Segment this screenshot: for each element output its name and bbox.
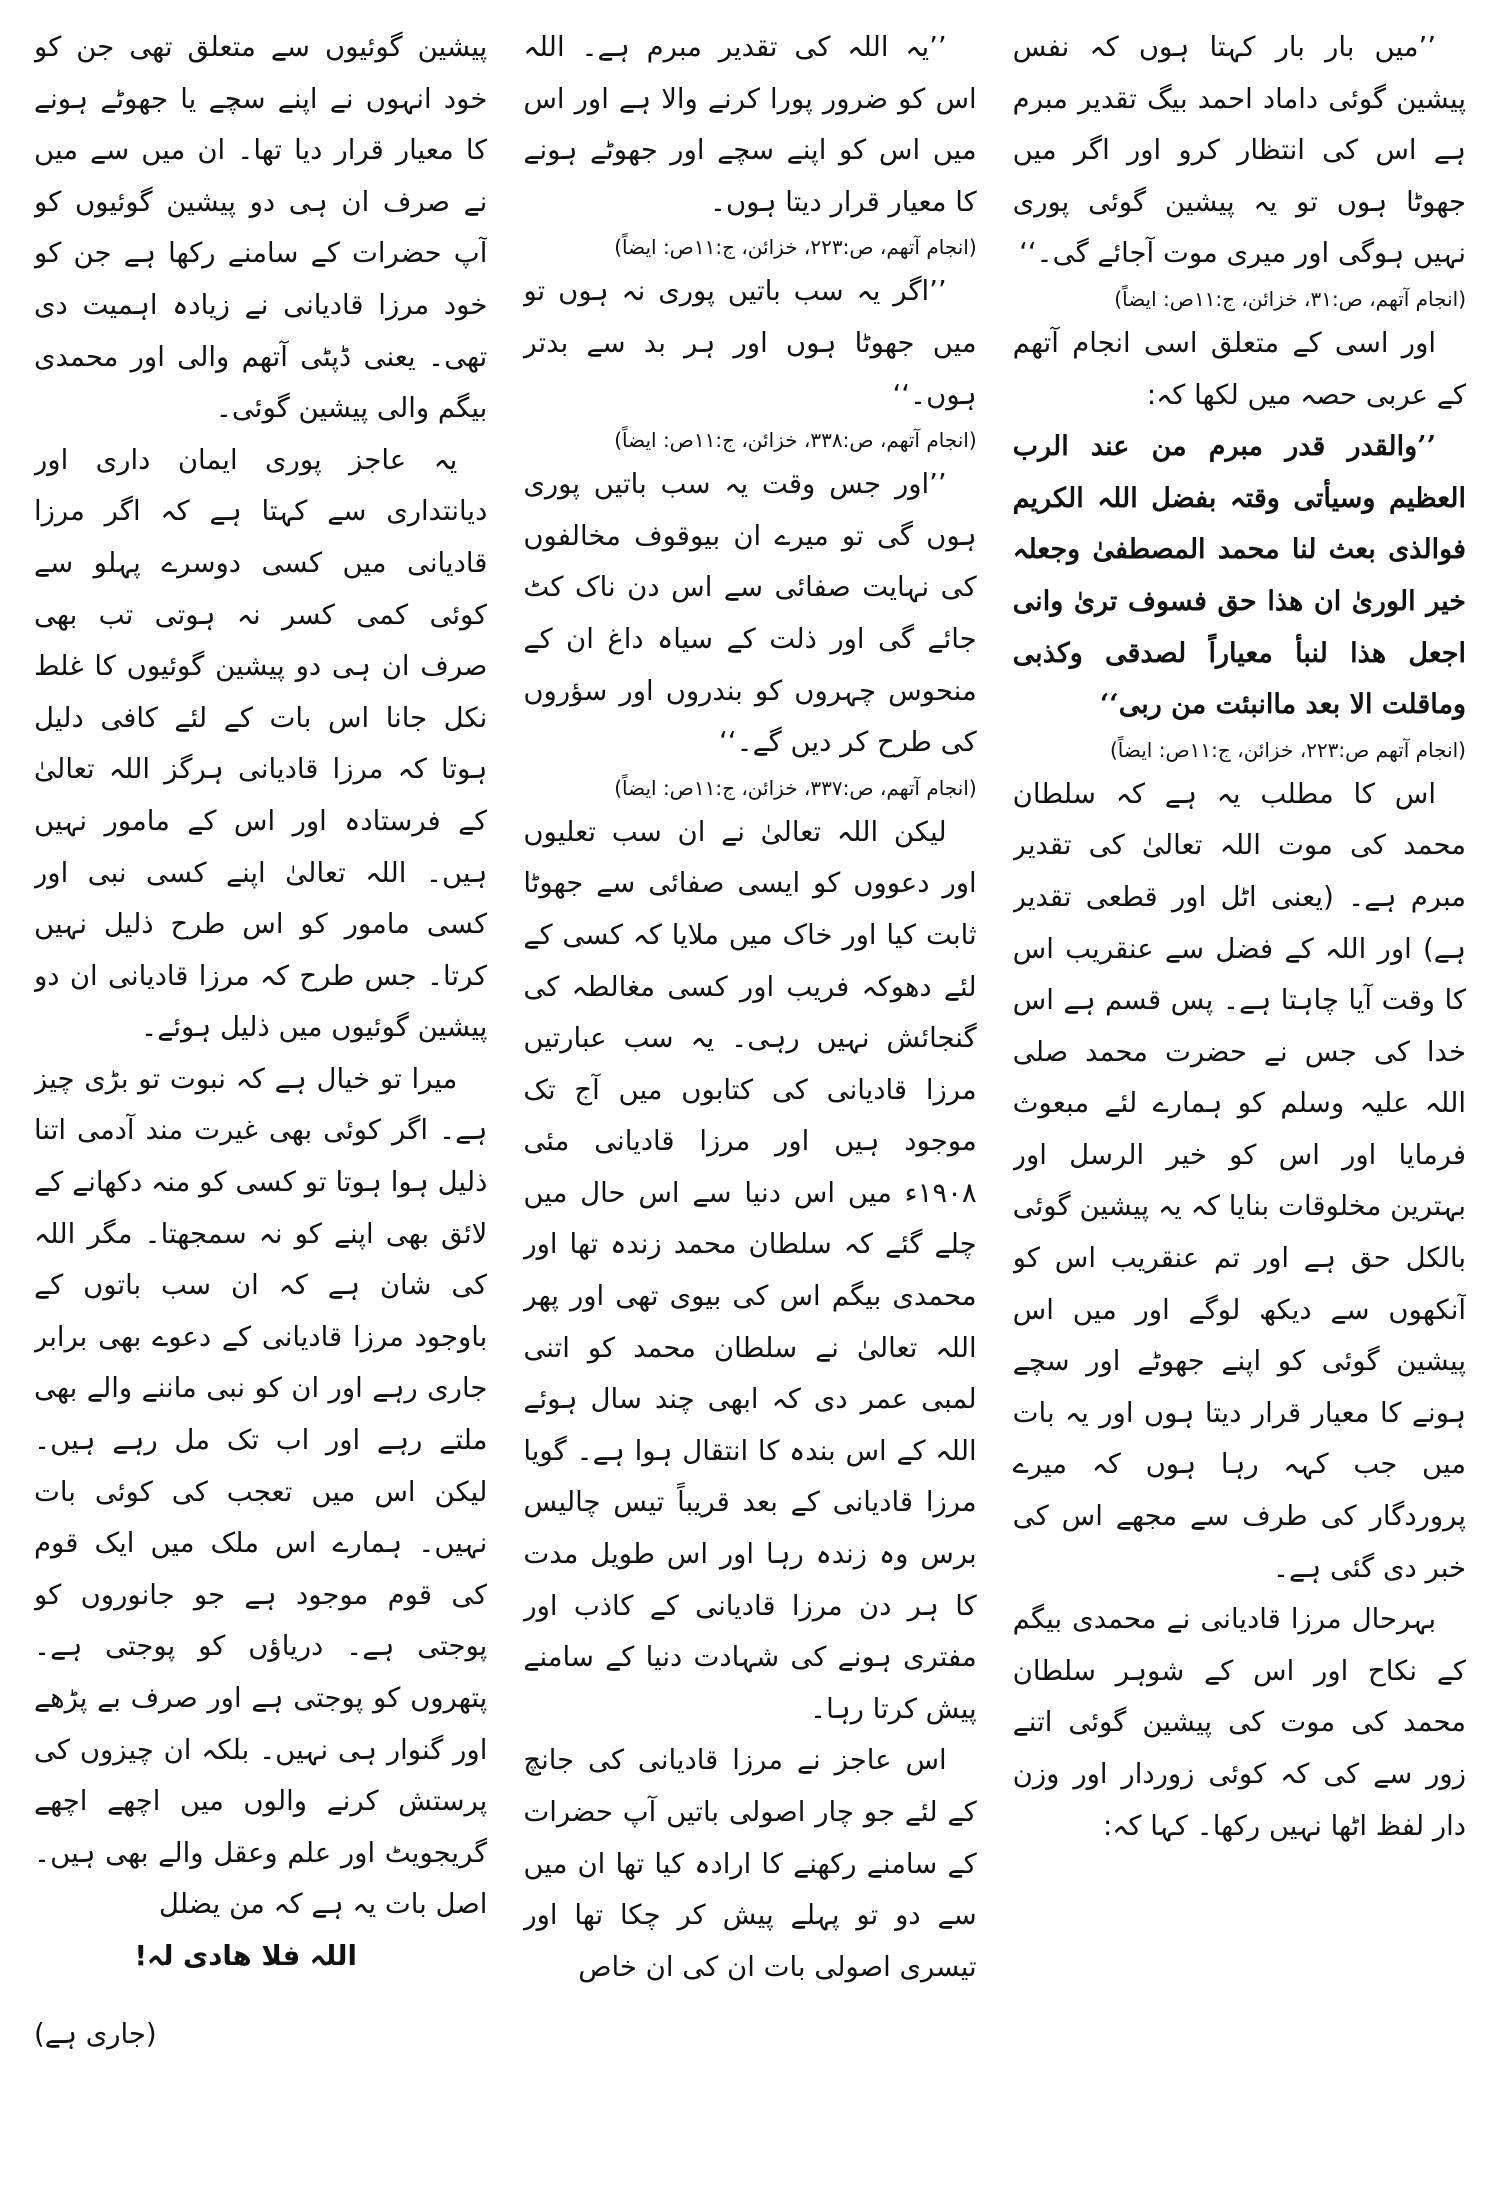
paragraph-text: یہ عاجز پوری ایمان داری اور دیانتداری سے کہتا ہے کہ اگر مرزا قادیانی میں کسی دوسرے پہلو سے کوئی کمی کسر نہ ہوتی تب بھی صرف ان ہی دو پیشین گوئیوں کا غلط نکل جانا اس بات کے لئے کافی دلیل ہوتا کہ مرزا قادیانی ہرگز اللہ تعالیٰ کے فرستادہ اور اس کے مامور نہیں ہیں۔ اللہ تعالیٰ اپنے کسی نبی اور کسی مامور کو اس طرح ذلیل نہیں کرتا۔ جس طرح کہ مرزا قادیانی ان دو پیشین گوئیوں میں ذلیل ہوئے۔ — [34, 443, 488, 1044]
paragraph-text: ’’اگر یہ سب باتیں پوری نہ ہوں تو میں جھوٹا ہوں اور ہر بد سے بدتر ہوں۔‘‘ — [523, 275, 977, 411]
closing-line — [34, 1931, 487, 1983]
citation: (انجام آتھم، ص:۳۱، خزائن، ج:۱۱ص: ایضاً) — [1114, 286, 1466, 311]
paragraph-text: بہرحال مرزا قادیانی نے محمدی بیگم کے نکاح اور اس کے شوہر سلطان محمد کی موت کی پیشین گوئی اتنے زور سے کی کہ کوئی زوردار اور وزن دار لفظ اٹھا نہیں رکھا۔ کہا کہ: — [1012, 1603, 1466, 1842]
paragraph-text: میرا تو خیال ہے کہ نبوت تو بڑی چیز ہے۔ اگر کوئی بھی غیرت مند آدمی اتنا ذلیل ہوا ہوتا تو کسی کو منہ دکھانے کے لائق بھی اپنے کو نہ سمجھتا۔ مگر اللہ کی شان ہے کہ ان سب باتوں کے باوجود مرزا قادیانی کے دعوے بھی برابر جاری رہے اور ان کو نبی ماننے والے بھی ملتے رہے اور اب تک مل رہے ہیں۔ لیکن اس میں تعجب کی کوئی بات نہیں۔ ہمارے اس ملک میں ایک قوم کی قوم موجود ہے جو جانوروں کو پوجتی ہے۔ دریاؤں کو پوجتی ہے۔ پتھروں کو پوجتی ہے اور صرف بے پڑھے اور گنوار ہی نہیں۔ بلکہ ان چیزوں کی پرستش کرنے والوں میں اچھے اچھے گریجویٹ اور علم وعقل والے بھی ہیں۔ اصل بات یہ ہے کہ من یضلل — [34, 1062, 488, 1921]
paragraph — [34, 22, 487, 435]
paragraph — [523, 459, 976, 807]
text-column-right — [1013, 22, 1466, 2180]
paragraph — [1013, 318, 1466, 421]
paragraph-text: لیکن اللہ تعالیٰ نے ان سب تعلیوں اور دعووں کو ایسی صفائی سے جھوٹا ثابت کیا اور خاک میں ملایا کہ کسی کے لئے دھوکہ فریب اور کسی مغالطہ کی گنجائش نہیں رہی۔ یہ سب عبارتیں مرزا قادیانی کی کتابوں میں آج تک موجود ہیں اور مرزا قادیانی مئی ۱۹۰۸ء میں اس دنیا سے اس حال میں چلے گئے کہ سلطان محمد زندہ تھا اور محمدی بیگم اس کی بیوی تھی اور پھر اللہ تعالیٰ نے سلطان محمد کو اتنی لمبی عمر دی کہ ابھی چند سال ہوئے اللہ کے اس بندہ کا انتقال ہوا ہے۔ گویا مرزا قادیانی کے بعد قریباً تیس چالیس برس وہ زندہ رہا اور اس طویل مدت کا ہر دن مرزا قادیانی کے کاذب اور مفتری ہونے کی شہادت دنیا کے سامنے پیش کرتا رہا۔ — [523, 815, 977, 1725]
paragraph — [34, 1054, 487, 1931]
citation: (انجام آتھم، ص:۲۲۳، خزائن، ج:۱۱ص: ایضاً) — [614, 235, 977, 260]
paragraph — [1013, 1594, 1466, 1852]
citation: (انجام آتھم، ص:۳۳۷، خزائن، ج:۱۱ص: ایضاً) — [614, 775, 977, 800]
paragraph-text: پیشین گوئیوں سے متعلق تھی جن کو خود انہوں نے اپنے سچے یا جھوٹے ہونے کا معیار قرار دیا تھا۔ ان میں سے میں نے صرف ان ہی دو پیشین گوئیوں کو آپ حضرات کے سامنے رکھا ہے جن کو خود مرزا قادیانی نے زیادہ اہمیت دی تھی۔ یعنی ڈپٹی آتھم والی اور محمدی بیگم والی پیشین گوئی۔ — [34, 31, 488, 425]
paragraph — [523, 807, 976, 1736]
citation: (انجام آتھم ص:۲۲۳، خزائن، ج:۱۱ص: ایضاً) — [1110, 737, 1466, 762]
paragraph-text: اللہ فلا ھادی لہ! — [134, 1939, 357, 1972]
citation: (انجام آتھم، ص:۳۳۸، خزائن، ج:۱۱ص: ایضاً) — [614, 428, 977, 453]
paragraph — [34, 435, 487, 1054]
paragraph — [523, 22, 976, 266]
paragraph — [1013, 22, 1466, 318]
paragraph-text: ’’میں بار بار کہتا ہوں کہ نفس پیشین گوئی داماد احمد بیگ تقدیر مبرم ہے اس کی انتظار کرو اور اگر میں جھوٹا ہوں تو یہ پیشین گوئی پوری نہیں ہوگی اور میری موت آجائے گی۔‘‘ — [1012, 31, 1466, 270]
paragraph — [1013, 769, 1466, 1595]
paragraph-text: اس عاجز نے مرزا قادیانی کی جانچ کے لئے جو چار اصولی باتیں آپ حضرات کے سامنے رکھنے کا ارادہ کیا تھا ان میں سے دو تو پہلے پیش کر چکا تھا اور تیسری اصولی بات ان کی ان خاص — [523, 1744, 977, 1983]
paragraph-text: ’’اور جس وقت یہ سب باتیں پوری ہوں گی تو میرے ان بیوقوف مخالفوں کی نہایت صفائی سے اس دن ناک کٹ جائے گی اور ذلت کے سیاہ داغ ان کے منحوس چہروں کو بندروں اور سؤروں کی طرح کر دیں گے۔‘‘ — [523, 468, 977, 759]
paragraph-text: (جاری ہے) — [34, 2017, 157, 2050]
paragraph-text: اس کا مطلب یہ ہے کہ سلطان محمد کی موت اللہ تعالیٰ کی تقدیر مبرم ہے۔ (یعنی اٹل اور قطعی تقدیر ہے) اور اللہ کے فضل سے عنقریب اس کا وقت آیا چاہتا ہے۔ پس قسم ہے اس خدا کی جس نے حضرت محمد صلی اللہ علیہ وسلم کو ہمارے لئے مبعوث فرمایا اور اس کو خیر الرسل اور بہترین مخلوقات بنایا کہ یہ پیشین گوئی بالکل حق ہے اور تم عنقریب اس کو آنکھوں سے دیکھ لوگے اور میں اس پیشین گوئی کو اپنے جھوٹے اور سچے ہونے کا معیار قرار دیتا ہوں اور یہ بات میں جب کہہ رہا ہوں کہ میرے پروردگار کی طرف سے مجھے اس کی خبر دی گئی ہے۔ — [1012, 777, 1466, 1584]
text-column-left — [34, 22, 487, 2180]
paragraph — [523, 1735, 976, 1993]
text-column-middle — [523, 22, 976, 2180]
paragraph-text: ’’یہ اللہ کی تقدیر مبرم ہے۔ اللہ اس کو ضرور پورا کرنے والا ہے اور اس میں اس کو اپنے سچے اور جھوٹے ہونے کا معیار قرار دیتا ہوں۔ — [523, 31, 977, 218]
continued-note — [34, 2009, 487, 2061]
paragraph — [523, 266, 976, 459]
paragraph-text: ’’والقدر قدر مبرم من عند الرب العظیم وسیأتی وقتہ بفضل اللہ الکریم فوالذی بعث لنا محمد المصطفیٰ وجعلہ خیر الوریٰ ان ھذا حق فسوف تریٰ وانی اجعل ھذا لنبأ معیاراً لصدقی وکذبی وماقلت الا بعد ماانبئت من ربی‘‘ — [1012, 431, 1466, 721]
paragraph — [1013, 421, 1466, 769]
paragraph-text: اور اسی کے متعلق اسی انجام آتھم کے عربی حصہ میں لکھا کہ: — [1012, 326, 1466, 411]
